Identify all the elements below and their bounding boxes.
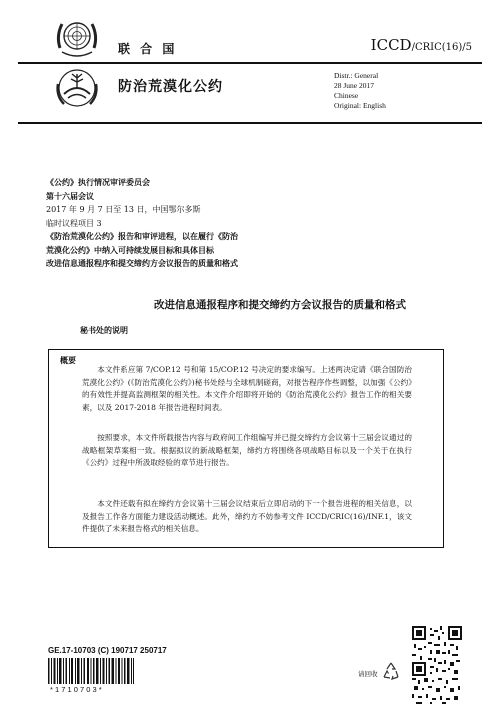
- session-number: 第十六届会议: [46, 190, 94, 201]
- issue-date: 28 June 2017: [334, 81, 374, 90]
- summary-paragraph-2: 按照要求，本文件所载报告内容与政府间工作组编写并已提交缔约方会议第十三届会议通过的战略框架草案相一致。根据拟议的新战略框架，缔约方将围绕各项战略目标以及一个关于在执行《公约》过程中所汲取经验的章节进行报告。: [82, 433, 412, 467]
- org-name: 联 合 国: [118, 42, 178, 56]
- distribution-block: [334, 71, 386, 111]
- qr-code-icon: [412, 626, 462, 676]
- recycle-icon: [380, 660, 402, 682]
- agenda-title-line-1: 《防治荒漠化公约》报告和审评进程，以在履行《防治: [46, 231, 238, 241]
- qr-code-lower-icon: [412, 678, 462, 704]
- agenda-item: 临时议程项目 3: [46, 218, 102, 228]
- session-dates: 2017 年 9 月 7 日至 13 日，中国鄂尔多斯: [46, 205, 201, 214]
- barcode-icon: [48, 658, 134, 684]
- original-language: Original: English: [334, 101, 386, 110]
- job-number: GE.17-10703 (C) 190717 250717: [48, 646, 167, 655]
- session-info: [46, 176, 238, 271]
- agenda-title-line-2: 荒漠化公约》中纳入可持续发展目标和具体目标: [46, 244, 214, 255]
- symbol-main: ICCD: [370, 36, 412, 54]
- header-rule-bottom: [18, 122, 482, 124]
- language: Chinese: [334, 91, 359, 100]
- un-emblem-icon: [52, 14, 102, 62]
- note-by-secretariat: 秘书处的说明: [80, 325, 128, 335]
- summary-label: 概要: [60, 355, 76, 365]
- document-symbol: [371, 36, 472, 54]
- symbol-suffix: /CRIC(16)/5: [411, 42, 472, 53]
- summary-paragraph-1: 本文件系应第 7/COP.12 号和第 15/COP.12 号决定的要求编写。上述两决定请《联合国防治荒漠化公约》(《防治荒漠化公约》)秘书处经与全球机制磋商，对报告程序作些调整，以加强《公约》的有效性并提高监测框架的相关性。本文件介绍即将开始的《防治荒漠化公约》报告工作的相关要素，以及 2017-2018 年报告进程时间表。: [82, 365, 412, 412]
- committee-name: 《公约》执行情况审评委员会: [46, 177, 150, 187]
- convention-name: 防治荒漠化公约: [118, 79, 223, 95]
- agenda-title-line-3: 改进信息通报程序和提交缔约方会议报告的质量和格式: [46, 258, 238, 268]
- recycle-label: 请回收: [358, 670, 378, 678]
- document-title: 改进信息通报程序和提交缔约方会议报告的质量和格式: [154, 299, 406, 311]
- summary-paragraph-3: 本文件还载有拟在缔约方会议第十三届会议结束后立即启动的下一个报告进程的相关信息，以及报告工作各方面能力建设活动概述。此外，缔约方不妨参考文件 ICCD/CRIC(16)/INF.1，该文件提供了未来报告格式的相关信息。: [82, 499, 412, 533]
- distribution: Distr.: General: [334, 71, 379, 80]
- unccd-logo-icon: [52, 64, 102, 112]
- barcode-text: * 1 7 1 0 7 0 3 *: [50, 685, 102, 694]
